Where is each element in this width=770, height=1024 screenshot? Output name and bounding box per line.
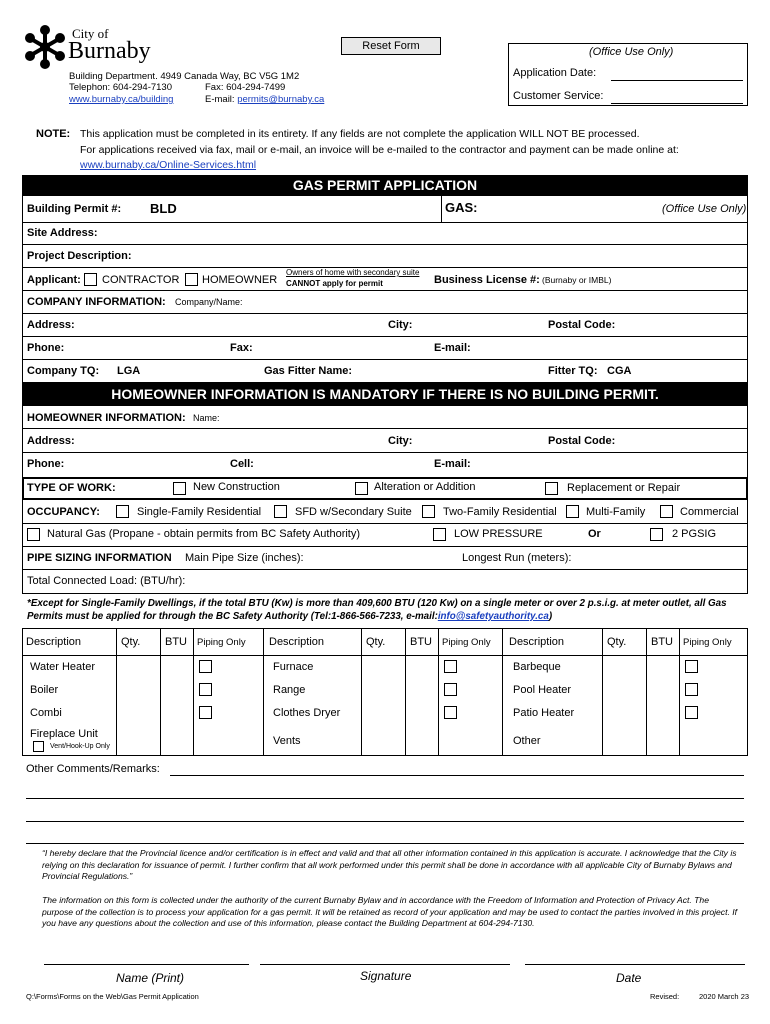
homeowner-checkbox[interactable] — [185, 273, 198, 286]
except-close: ) — [548, 611, 553, 622]
commercial-checkbox[interactable] — [660, 505, 673, 518]
dept-telephone: Telephon: 604-294-7130 — [69, 82, 173, 93]
form-title-bar: GAS PERMIT APPLICATION — [22, 175, 748, 196]
table-header-btu: BTU — [647, 629, 680, 655]
table-col-divider — [502, 656, 503, 756]
date-label: Date — [616, 971, 642, 985]
remarks-line-4[interactable] — [26, 843, 744, 844]
or-label: Or — [588, 528, 601, 540]
longest-run-label: Longest Run (meters): — [462, 552, 572, 564]
homeowner-postal-label: Postal Code: — [548, 435, 616, 447]
homeowner-city-label: City: — [388, 435, 413, 447]
table-col-divider — [116, 656, 117, 756]
company-name-label: Company/Name: — [175, 297, 243, 307]
dept-email — [205, 94, 324, 105]
piping-only-checkbox[interactable] — [444, 706, 457, 719]
piping-only-checkbox[interactable] — [199, 683, 212, 696]
company-fax-label: Fax: — [230, 342, 253, 354]
gas-label: GAS: — [445, 200, 478, 215]
replacement-checkbox[interactable] — [545, 482, 558, 495]
divider — [22, 244, 748, 245]
gas-fitter-label: Gas Fitter Name: — [264, 365, 353, 377]
new-construction-checkbox[interactable] — [173, 482, 186, 495]
appliance-item-label: Water Heater — [30, 661, 96, 673]
divider — [22, 546, 748, 547]
piping-only-checkbox[interactable] — [685, 660, 698, 673]
homeowner-label: HOMEOWNER — [202, 274, 278, 286]
note-line-2: For applications received via fax, mail or e-mail, an invoice will be e-mailed to the contractor and payment can be made online at: — [80, 144, 679, 156]
owners-note-1 — [286, 268, 419, 277]
except-text: Permits must be applied for through the BC Safety Authority (Tel:1-866-566-7233, e-mail: — [27, 611, 438, 622]
signature-label: Signature — [360, 969, 412, 983]
logo-city-of: City of — [72, 26, 109, 41]
dept-fax: Fax: 604-294-7499 — [205, 82, 286, 93]
table-header-description: Description — [505, 629, 603, 655]
table-col-divider — [263, 656, 264, 756]
business-license-note: (Burnaby or IMBL) — [542, 275, 612, 285]
online-services-link[interactable]: www.burnaby.ca/Online-Services.html — [80, 159, 257, 171]
piping-only-checkbox[interactable] — [444, 683, 457, 696]
table-col-divider — [361, 656, 362, 756]
company-tq-label: Company TQ: — [27, 365, 100, 377]
table-header-description: Description — [22, 629, 117, 655]
replacement-label: Replacement or Repair — [567, 482, 681, 494]
project-description-label: Project Description: — [27, 250, 132, 262]
safety-authority-email-link[interactable]: info@safetyauthority.ca — [437, 611, 549, 622]
divider — [22, 359, 748, 360]
table-header-description: Description — [265, 629, 362, 655]
new-construction-label: New Construction — [193, 481, 280, 493]
appliance-item-label: Vents — [273, 735, 301, 747]
appliance-item-label: Fireplace Unit — [30, 728, 98, 740]
building-permit-label: Building Permit #: — [27, 203, 122, 215]
psig-checkbox[interactable] — [650, 528, 663, 541]
vent-hookup-checkbox[interactable] — [33, 741, 44, 752]
site-address-label: Site Address: — [27, 227, 98, 239]
table-col-divider — [602, 656, 603, 756]
reset-form-button[interactable]: Reset Form — [341, 37, 441, 55]
piping-only-checkbox[interactable] — [685, 683, 698, 696]
two-family-label: Two-Family Residential — [443, 506, 557, 518]
application-date-label: Application Date: — [513, 67, 597, 79]
company-postal-label: Postal Code: — [548, 319, 616, 331]
table-header-piping_only: Piping Only — [194, 629, 264, 655]
appliance-item-label: Other — [513, 735, 541, 747]
natural-gas-checkbox[interactable] — [27, 528, 40, 541]
customer-service-label: Customer Service: — [513, 90, 604, 102]
divider — [22, 523, 748, 524]
fitter-tq-label: Fitter TQ: — [548, 365, 598, 377]
table-header-btu: BTU — [161, 629, 194, 655]
company-email-label: E-mail: — [434, 342, 471, 354]
two-family-checkbox[interactable] — [422, 505, 435, 518]
gas-office-use: (Office Use Only) — [662, 203, 747, 215]
vent-hookup-label: Vent/Hook-Up Only — [50, 743, 110, 750]
sfd-suite-label: SFD w/Secondary Suite — [295, 506, 412, 518]
piping-only-checkbox[interactable] — [199, 660, 212, 673]
piping-only-checkbox[interactable] — [685, 706, 698, 719]
piping-only-checkbox[interactable] — [444, 660, 457, 673]
appliance-item-label: Range — [273, 684, 306, 696]
owners-note-text: Owners of home with secondary suite — [286, 268, 420, 277]
table-col-divider — [679, 656, 680, 756]
company-address-label: Address: — [27, 319, 75, 331]
customer-service-field[interactable] — [611, 103, 743, 104]
except-line-2 — [27, 611, 552, 622]
alteration-label: Alteration or Addition — [374, 481, 476, 493]
name-print-line[interactable] — [44, 964, 249, 965]
divider — [22, 336, 748, 337]
natural-gas-label: Natural Gas (Propane - obtain permits from BC Safety Authority) — [47, 528, 361, 540]
appliance-item-label: Pool Heater — [513, 684, 572, 696]
alteration-checkbox[interactable] — [355, 482, 368, 495]
company-phone-label: Phone: — [27, 342, 65, 354]
dept-address: Building Department. 4949 Canada Way, BC V5G 1M2 — [69, 71, 300, 82]
appliance-item-label: Barbeque — [513, 661, 561, 673]
dept-email-link[interactable]: permits@burnaby.ca — [237, 94, 325, 105]
low-pressure-checkbox[interactable] — [433, 528, 446, 541]
homeowner-phone-label: Phone: — [27, 458, 65, 470]
snowflake-icon — [22, 22, 68, 72]
psig-label: 2 PGSIG — [672, 528, 717, 540]
table-col-divider — [405, 656, 406, 756]
company-city-label: City: — [388, 319, 413, 331]
remarks-line-2[interactable] — [26, 798, 744, 799]
table-header-qty: Qty. — [362, 629, 406, 655]
multi-family-label: Multi-Family — [586, 506, 646, 518]
table-header-qty: Qty. — [603, 629, 647, 655]
date-line[interactable] — [525, 964, 745, 965]
office-use-title: (Office Use Only) — [589, 46, 674, 58]
commercial-label: Commercial — [680, 506, 739, 518]
single-family-label: Single-Family Residential — [137, 506, 262, 518]
table-col-divider — [646, 656, 647, 756]
homeowner-address-label: Address: — [27, 435, 75, 447]
contractor-checkbox[interactable] — [84, 273, 97, 286]
email-label: E-mail: — [205, 94, 238, 105]
appliance-item-label: Patio Heater — [513, 707, 575, 719]
city-logo — [22, 22, 152, 72]
divider — [22, 222, 748, 223]
note-label: NOTE: — [36, 128, 71, 140]
name-print-label: Name (Print) — [116, 971, 185, 985]
divider — [22, 428, 748, 429]
footer-path: Q:\Forms\Forms on the Web\Gas Permit Application — [26, 992, 199, 1001]
appliance-item-label: Clothes Dryer — [273, 707, 341, 719]
remarks-label: Other Comments/Remarks: — [26, 763, 160, 775]
footer-revised: Revised: — [650, 992, 680, 1001]
total-load-label: Total Connected Load: (BTU/hr): — [27, 575, 186, 587]
appliance-item-label: Boiler — [30, 684, 59, 696]
applicant-label: Applicant: — [27, 274, 81, 286]
homeowner-name-label: Name: — [193, 413, 220, 423]
homeowner-cell-label: Cell: — [230, 458, 254, 470]
business-license-label: Business License #: — [434, 274, 540, 286]
pipe-sizing-label: PIPE SIZING INFORMATION — [27, 552, 172, 564]
main-pipe-label: Main Pipe Size (inches): — [185, 552, 304, 564]
logo-burnaby: Burnaby — [68, 38, 151, 64]
low-pressure-label: LOW PRESSURE — [454, 528, 543, 540]
table-col-divider — [193, 656, 194, 756]
declaration-text: “I hereby declare that the Provincial licence and/or certification is in effect and valid and that all other information contained in this application is accurate. I acknowledge that the City is relying on this declaration for issuance of permit. I further confirm that all work performed under this permit shall be done in accordance with all applicable City of Burnaby Bylaws and Provincial Regulations.” — [42, 848, 737, 881]
appliance-item-label: Combi — [30, 707, 62, 719]
cga-label: CGA — [607, 365, 632, 377]
lga-label: LGA — [117, 365, 141, 377]
remarks-line-1[interactable] — [170, 775, 744, 776]
table-header-btu: BTU — [406, 629, 439, 655]
remarks-line-3[interactable] — [26, 821, 744, 822]
bld-prefix: BLD — [150, 201, 177, 216]
note-line-1: This application must be completed in its entirety. If any fields are not complete the application WILL NOT BE processed. — [80, 128, 640, 140]
divider — [22, 290, 748, 291]
divider — [22, 569, 748, 570]
divider — [22, 313, 748, 314]
company-info-label: COMPANY INFORMATION: — [27, 296, 166, 308]
homeowner-banner: HOMEOWNER INFORMATION IS MANDATORY IF THERE IS NO BUILDING PERMIT. — [22, 382, 748, 406]
office-use-box — [508, 43, 748, 106]
divider — [22, 452, 748, 453]
table-header-piping_only: Piping Only — [683, 636, 732, 648]
signature-line[interactable] — [260, 964, 510, 965]
table-header-piping_only: Piping Only — [439, 629, 503, 655]
piping-only-checkbox[interactable] — [199, 706, 212, 719]
single-family-checkbox[interactable] — [116, 505, 129, 518]
dept-website-link[interactable]: www.burnaby.ca/building — [69, 94, 174, 105]
table-header-qty: Qty. — [117, 629, 161, 655]
footer-revised-date: 2020 March 23 — [699, 992, 750, 1001]
contractor-label: CONTRACTOR — [102, 274, 180, 286]
except-line-1: *Except for Single-Family Dwellings, if the total BTU (Kw) is more than 409,600 BTU (120 Kw) on a single meter or over 2 p.s.i.g. at meter outlet, all Gas — [27, 598, 727, 609]
owners-note-2: CANNOT apply for permit — [286, 279, 383, 288]
type-of-work-label: TYPE OF WORK: — [27, 482, 116, 494]
table-col-divider — [438, 656, 439, 756]
multi-family-checkbox[interactable] — [566, 505, 579, 518]
privacy-text: The information on this form is collected under the authority of the current Burnaby Bylaw and in accordance with the Freedom of Information and Protection of Privacy Act. The purpose of the collection is to process your application for a gas permit. It will be retained as record of your application and may be used to contact the parties involved in this project. If you have any questions about the collection and use of this information, please contact the Building Department at 604-294-7130. — [42, 895, 738, 928]
appliance-item-label: Furnace — [273, 661, 314, 673]
homeowner-email-label: E-mail: — [434, 458, 471, 470]
table-col-divider — [160, 656, 161, 756]
occupancy-label: OCCUPANCY: — [27, 506, 100, 518]
sfd-suite-checkbox[interactable] — [274, 505, 287, 518]
application-date-field[interactable] — [611, 80, 743, 81]
homeowner-info-label: HOMEOWNER INFORMATION: — [27, 412, 186, 424]
